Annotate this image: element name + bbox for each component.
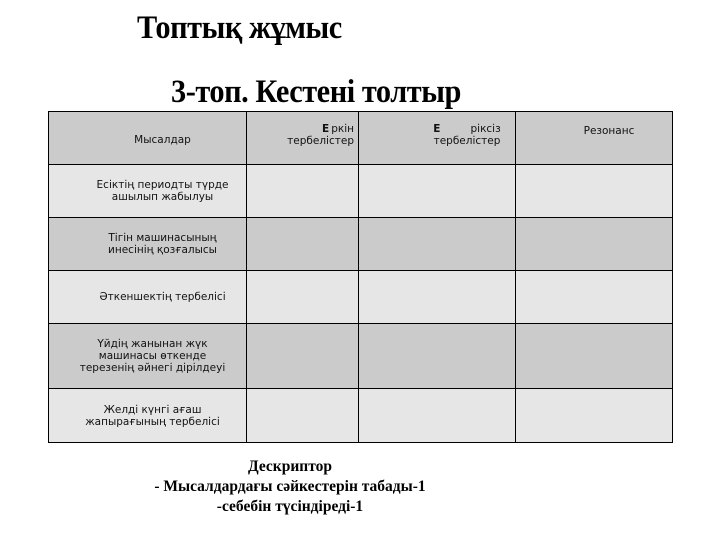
example-line: машинасы өткенде: [98, 350, 207, 362]
example-cell: [49, 271, 247, 324]
header-label: Мысалдар: [134, 134, 191, 146]
header-label: [287, 123, 356, 147]
answer-cell-resonance[interactable]: [516, 271, 673, 324]
descriptor-heading: Дескриптор: [248, 458, 332, 475]
example-text: [99, 291, 225, 303]
header-label-line2: тербелістер: [433, 135, 501, 147]
example-line: Тігін машинасының: [108, 232, 217, 244]
header-initial: Е: [322, 123, 330, 135]
table-row: [49, 218, 673, 271]
page-title: Топтық жұмыс: [137, 10, 342, 46]
example-cell: [49, 324, 247, 389]
answer-cell-free[interactable]: [247, 165, 359, 218]
example-line: жапырағының тербелісі: [85, 415, 220, 428]
table-header-row: [49, 112, 673, 165]
answer-cell-forced[interactable]: [359, 165, 516, 218]
table-row: [49, 271, 673, 324]
header-free-oscillations: [247, 112, 359, 165]
example-line: терезенің әйнегі дірілдеуі: [79, 362, 226, 374]
task-subtitle: 3-топ. Кестені толтыр: [171, 74, 461, 110]
answer-cell-resonance[interactable]: [516, 218, 673, 271]
answer-cell-resonance[interactable]: [516, 389, 673, 443]
example-line: ашылып жабылуы: [111, 191, 214, 203]
answer-cell-free[interactable]: [247, 271, 359, 324]
answer-cell-free[interactable]: [247, 218, 359, 271]
descriptor-block: [0, 457, 580, 517]
header-initial: Е: [433, 123, 441, 135]
answer-cell-forced[interactable]: [359, 324, 516, 389]
header-resonance: [516, 112, 673, 165]
header-forced-oscillations: [359, 112, 516, 165]
table-row: [49, 324, 673, 389]
answer-cell-resonance[interactable]: [516, 165, 673, 218]
header-label-rest: ркін: [331, 123, 354, 135]
answer-cell-free[interactable]: [247, 324, 359, 389]
header-label-rest: ріксіз: [470, 123, 501, 135]
example-cell: [49, 218, 247, 271]
descriptor-item: - Мысалдардағы сәйкестерін табады-1: [154, 478, 426, 495]
example-cell: [49, 389, 247, 443]
example-text: [97, 179, 229, 203]
header-examples: [49, 112, 247, 165]
answer-cell-resonance[interactable]: [516, 324, 673, 389]
example-text: [80, 338, 226, 374]
answer-cell-free[interactable]: [247, 389, 359, 443]
header-label-line2: тербелістер: [287, 135, 354, 147]
example-line: Желді күнгі ағаш: [103, 403, 202, 416]
answer-cell-forced[interactable]: [359, 218, 516, 271]
header-label: [403, 123, 500, 147]
example-text: [108, 232, 217, 256]
example-text: [85, 404, 220, 428]
example-line: инесінің қозғалысы: [108, 244, 217, 256]
example-cell: [49, 165, 247, 218]
descriptor-item: -себебін түсіндіреді-1: [216, 498, 364, 515]
example-line: Үйдің жанынан жүк: [97, 338, 208, 350]
table-row: [49, 389, 673, 443]
table-row: [49, 165, 673, 218]
fill-in-table: [48, 111, 673, 443]
header-label: Резонанс: [583, 125, 635, 137]
answer-cell-forced[interactable]: [359, 389, 516, 443]
example-line: Есіктің периодты түрде: [96, 179, 229, 191]
example-line: Әткеншектің тербелісі: [99, 291, 226, 303]
answer-cell-forced[interactable]: [359, 271, 516, 324]
